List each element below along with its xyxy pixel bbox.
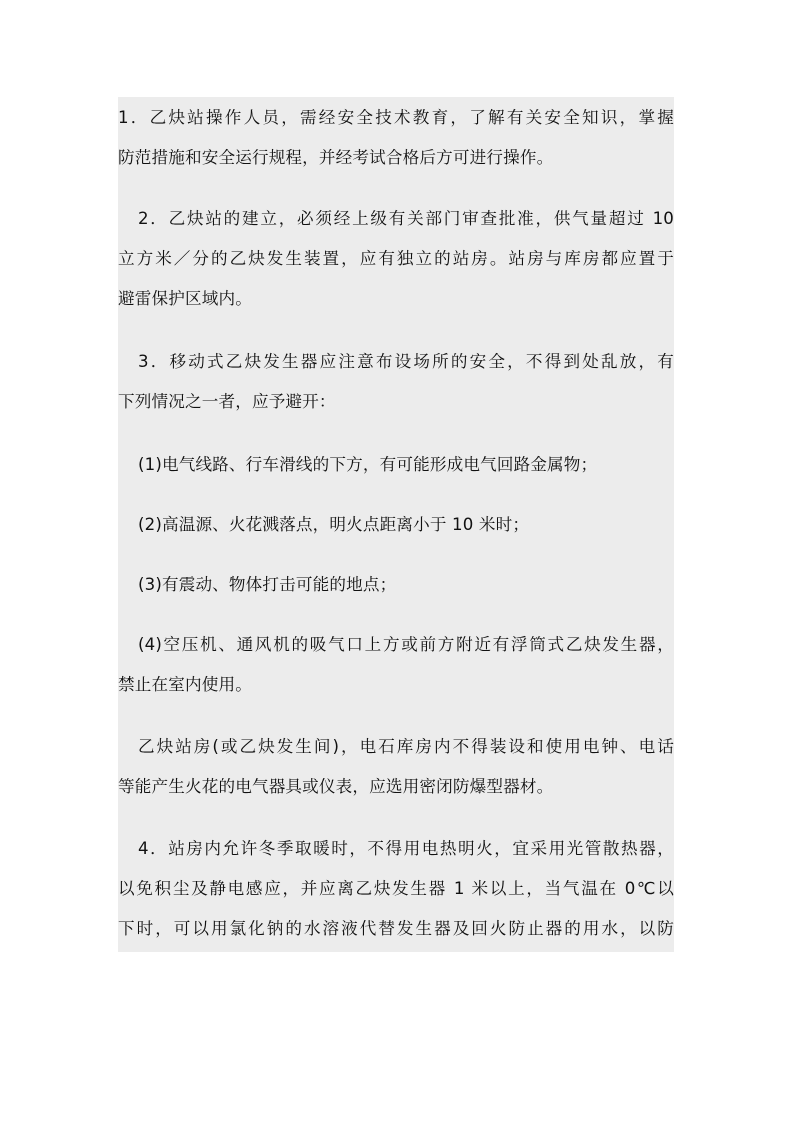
p3-note-line-2: 等能产生火花的电气器具或仪表，应选用密闭防爆型器材。	[118, 777, 554, 796]
p1-line-2: 防范措施和安全运行规程，并经考试合格后方可进行操作。	[118, 148, 554, 167]
p3-item-2: (2)高温源、火花溅落点，明火点距离小于 10 米时；	[138, 515, 530, 534]
p2-line-3: 避雷保护区域内。	[118, 289, 252, 308]
p3-item-4-line-2: 禁止在室内使用。	[118, 675, 252, 694]
p1-line-1: 1．乙炔站操作人员，需经安全技术教育，了解有关安全知识，掌握	[118, 108, 674, 127]
p3-line-1: 3．移动式乙炔发生器应注意布设场所的安全，不得到处乱放，有	[138, 352, 674, 371]
p4-line-2: 以免积尘及静电感应，并应离乙炔发生器 1 米以上，当气温在 0℃以	[118, 879, 674, 898]
p3-item-1: (1)电气线路、行车滑线的下方，有可能形成电气回路金属物；	[138, 455, 598, 474]
p4-line-3: 下时，可以用氯化钠的水溶液代替发生器及回火防止器的用水，以防	[118, 919, 674, 938]
p3-line-2: 下列情况之一者，应予避开：	[118, 392, 336, 411]
p2-line-1: 2．乙炔站的建立，必须经上级有关部门审查批准，供气量超过 10	[138, 209, 674, 228]
document-text-block	[118, 97, 674, 952]
p3-item-3: (3)有震动、物体打击可能的地点；	[138, 575, 397, 594]
p4-line-1: 4．站房内允许冬季取暖时，不得用电热明火，宜采用光管散热器，	[138, 839, 674, 858]
p3-note-line-1: 乙炔站房(或乙炔发生间)，电石库房内不得装设和使用电钟、电话	[138, 737, 674, 756]
p3-item-4-line-1: (4)空压机、通风机的吸气口上方或前方附近有浮筒式乙炔发生器，	[138, 635, 674, 654]
p2-line-2: 立方米／分的乙炔发生装置，应有独立的站房。站房与库房都应置于	[118, 249, 674, 268]
